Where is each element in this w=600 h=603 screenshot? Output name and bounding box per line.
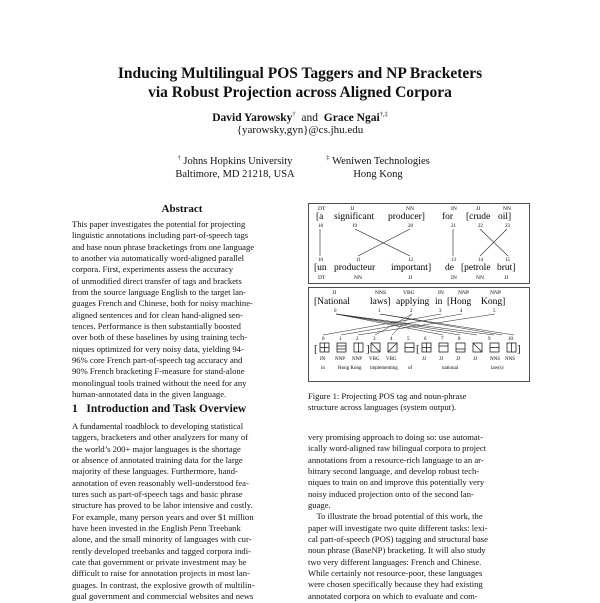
zh-gloss: law(s) — [491, 366, 504, 371]
fr-token: brut] — [497, 263, 516, 273]
author-email: {yarowsky,gyn}@cs.jhu.edu — [236, 124, 364, 136]
zh-gloss: national — [442, 366, 459, 371]
figure-caption — [308, 391, 530, 414]
abstract-line: aligned sentences and for clean hand-aligned sen- — [72, 309, 243, 320]
right-line: two very different languages: French and Chinese. — [308, 556, 482, 567]
section-line: or absence of annotated training data for the large — [72, 455, 243, 466]
zh-tag: NNP — [335, 357, 346, 362]
right-line: While certainly not resource-poor, these languages — [308, 568, 483, 579]
zh-index: 0 — [322, 337, 325, 342]
affiliation-2-line1: Weniwen Technologies — [332, 156, 430, 167]
zh-index: 2 — [356, 337, 359, 342]
zh-gloss: of — [408, 366, 413, 371]
fr-tag: NN — [354, 275, 362, 281]
en1-tag: IN — [451, 206, 457, 212]
section-1-body — [72, 421, 294, 603]
authors-and: and — [301, 112, 319, 124]
abstract-line: linguistic annotations including part-of-speech tags — [72, 230, 249, 241]
right-line: annotated corpora on which to evaluate and com- — [308, 590, 478, 601]
section-title: Introduction and Task Overview — [86, 403, 247, 415]
zh-tag: NNS — [505, 357, 516, 362]
figure-diagram — [308, 203, 530, 383]
right-line: paper will investigate two quite different tasks: lexi- — [308, 522, 488, 533]
en1-token: for — [442, 212, 454, 222]
en1-index: 20 — [408, 224, 413, 229]
fr-token: [petrole — [461, 263, 491, 273]
zh-index: 9 — [488, 337, 491, 342]
en1-token: producer] — [388, 212, 425, 222]
affiliation-1-mark: † — [177, 154, 181, 162]
abstract-line: This paper investigates the potential for projecting — [72, 219, 246, 229]
abstract-line: over both of these baselines by using training tech- — [72, 332, 248, 343]
caption-line: structure across languages (system output). — [308, 402, 457, 413]
en2-tag: NNP — [458, 290, 470, 296]
section-line: For example, many person years and over $1 million — [72, 511, 254, 522]
fr-index: 12 — [408, 258, 413, 263]
section-heading — [72, 403, 246, 415]
en2-token: laws] — [370, 297, 391, 307]
author-1: David Yarowsky — [212, 112, 293, 124]
en1-index: 19 — [352, 224, 357, 229]
fr-token: [un — [314, 263, 327, 273]
zh-tag: VBG — [369, 357, 380, 362]
author-1-mark: † — [292, 111, 296, 119]
abstract-line: niques optimized for very noisy data, yielding 94- — [72, 343, 244, 354]
en1-tag: JJ — [350, 206, 355, 212]
en2-tag: NNS — [375, 290, 387, 296]
right-line: cal part-of-speech (POS) tagging and structural base — [308, 534, 488, 545]
en1-tag: NN — [406, 206, 414, 212]
zh-index: 10 — [508, 337, 513, 342]
zh-tag: NNS — [490, 357, 501, 362]
zh-tag: IN — [320, 357, 326, 362]
authors-line — [0, 111, 600, 125]
zh-tag: VBG — [386, 357, 397, 362]
right-line: noisy induced projection onto of the second lan- — [308, 488, 474, 499]
zh-tag: JJ — [439, 357, 443, 362]
abstract-body — [72, 219, 294, 401]
en2-index: 2 — [410, 309, 413, 314]
right-line: very promising approach to doing so: use automat- — [308, 432, 483, 442]
abstract-line: 90% French bracketing F-measure for stand-alone — [72, 366, 245, 377]
zh-tag: NNP — [352, 357, 363, 362]
fr-tag: JJ — [408, 275, 413, 281]
right-line: To illustrate the broad potential of this work, the — [308, 511, 483, 522]
zh-gloss: Hong Kong — [338, 366, 362, 371]
zh-index: 7 — [441, 337, 444, 342]
zh-index: 3 — [373, 337, 376, 342]
en1-index: 22 — [478, 224, 483, 229]
en2-index: 3 — [439, 309, 442, 314]
en2-token: in — [435, 297, 443, 307]
right-column-body — [308, 432, 530, 602]
en2-tag: IN — [438, 290, 444, 296]
abstract-line: tences. Performance is then substantially boosted — [72, 321, 241, 332]
zh-tag: JJ — [456, 357, 460, 362]
abstract-heading: Abstract — [161, 203, 203, 215]
title-line-1: Inducing Multilingual POS Taggers and NP Bracketers — [117, 65, 483, 82]
section-line: structure has proved to be labor intensive and costly. — [72, 500, 253, 511]
abstract-line: from the source language English to the target lan- — [72, 287, 247, 298]
section-line: rently developed treebanks and tagged corpora indi- — [72, 545, 251, 556]
en2-token: applying — [396, 297, 430, 307]
section-line: difficult to raise for annotation projects in most lan- — [72, 568, 250, 579]
fr-tag: JJ — [504, 275, 509, 281]
en1-token: oil] — [498, 212, 512, 222]
figure-1 — [308, 203, 530, 388]
fr-token: producteur — [334, 263, 376, 273]
fr-index: 13 — [451, 258, 456, 263]
abstract-line: corpora. First, experiments assess the accuracy — [72, 264, 234, 275]
abstract-line: guages French and Chinese, both for noisy machine- — [72, 298, 253, 309]
en2-token: Kong] — [481, 297, 506, 307]
abstract-line: human-annotated data in the given language. — [72, 389, 227, 400]
fr-token: de — [445, 263, 454, 273]
fr-tag: NN — [476, 275, 484, 281]
right-line: ically word-aligned raw bilingual corpora to project — [308, 443, 487, 454]
zh-tag: JJ — [473, 357, 477, 362]
en1-index: 18 — [318, 224, 323, 229]
section-line: cate that government or private investment may be — [72, 557, 247, 568]
en2-token: [National — [314, 297, 350, 307]
en1-token: [crude — [466, 212, 491, 222]
en1-index: 23 — [505, 224, 510, 229]
affiliation-1-line1: Johns Hopkins University — [183, 156, 293, 167]
zh-index: 8 — [458, 337, 461, 342]
en1-index: 21 — [451, 224, 456, 229]
right-line: guage. — [308, 500, 331, 511]
section-line: annotation of even reasonably well-understood fea- — [72, 477, 249, 488]
section-number: 1 — [72, 403, 78, 415]
right-line: niques to train on and improve this potentially very — [308, 477, 485, 488]
en1-token: significant — [334, 212, 375, 222]
section-line: majority of these languages. Furthermore, hand- — [72, 466, 238, 477]
author-2-mark: †,‡ — [379, 111, 388, 119]
affiliation-1-line2: Baltimore, MD 21218, USA — [175, 169, 295, 180]
section-line: alone, and the small minority of languages with cur- — [72, 534, 252, 545]
title-line-2: via Robust Projection across Aligned Corpora — [148, 84, 452, 101]
right-line: bitrary second language, and develop robust tech- — [308, 466, 480, 477]
en1-tag: DT — [318, 206, 326, 212]
right-line: annotations from a resource-rich language to an ar- — [308, 454, 484, 465]
en2-index: 1 — [378, 309, 381, 314]
en1-token: [a — [316, 212, 324, 222]
fr-tag: DT — [318, 275, 326, 281]
fr-index: 11 — [356, 258, 361, 263]
abstract-line: monolingual tools trained without the need for any — [72, 377, 247, 388]
abstract-line: 96% core French part-of-speech tag accuracy and — [72, 355, 243, 366]
svg-text:[: [ — [416, 343, 420, 355]
section-line: guages. In contrast, the explosive growth of multilin- — [72, 579, 255, 590]
affiliation-1 — [160, 155, 310, 181]
caption-line: Figure 1: Projecting POS tag and noun-phrase — [308, 391, 467, 401]
zh-index: 5 — [407, 337, 410, 342]
svg-text:]: ] — [517, 343, 521, 355]
abstract-line: to another via automatically word-aligned parallel — [72, 253, 245, 264]
paper-title — [0, 64, 600, 102]
section-line: tures such as part-of-speech tags and basic phrase — [72, 489, 243, 500]
zh-index: 6 — [424, 337, 427, 342]
section-line: have been invested in the English Penn Treebank — [72, 523, 241, 534]
en1-tag: NN — [503, 206, 511, 212]
en2-index: 5 — [493, 309, 496, 314]
section-line: A fundamental roadblock to developing statistical — [72, 421, 244, 431]
fr-index: 14 — [478, 258, 483, 263]
en2-index: 0 — [334, 309, 337, 314]
section-line: gual government and commercial websites and news — [72, 591, 254, 602]
svg-text:]: ] — [366, 343, 370, 355]
en2-tag: VBG — [403, 290, 415, 296]
abstract-line: of unmodified direct transfer of tags and brackets — [72, 275, 242, 286]
en2-tag: NNP — [490, 290, 502, 296]
fr-index: 15 — [505, 258, 510, 263]
right-line: noun phrase (BaseNP) bracketing. It will also study — [308, 545, 486, 556]
en2-index: 4 — [460, 309, 463, 314]
fr-token: important] — [391, 263, 432, 273]
en2-tag: JJ — [332, 290, 337, 296]
fr-index: 10 — [318, 258, 323, 263]
en1-tag: JJ — [476, 206, 481, 212]
fr-tag: IN — [451, 275, 457, 281]
section-line: the world’s 200+ major languages is the shortage — [72, 443, 241, 454]
svg-text:[: [ — [314, 343, 318, 355]
author-2: Grace Ngai — [323, 112, 380, 124]
zh-index: 4 — [390, 337, 393, 342]
zh-gloss: implementing — [370, 366, 398, 371]
zh-gloss: in — [321, 366, 325, 371]
affiliation-2 — [310, 155, 446, 181]
affiliation-2-line2: Hong Kong — [353, 169, 403, 180]
abstract-line: and base noun phrase bracketings from one language — [72, 241, 255, 252]
zh-index: 1 — [339, 337, 342, 342]
zh-tag: JJ — [422, 357, 426, 362]
en2-token: [Hong — [447, 297, 472, 307]
affiliation-2-mark: ‡ — [326, 154, 330, 162]
right-line: were chosen specifically because they had existing — [308, 579, 483, 590]
section-line: taggers, bracketers and other analyzers for many of — [72, 432, 249, 443]
